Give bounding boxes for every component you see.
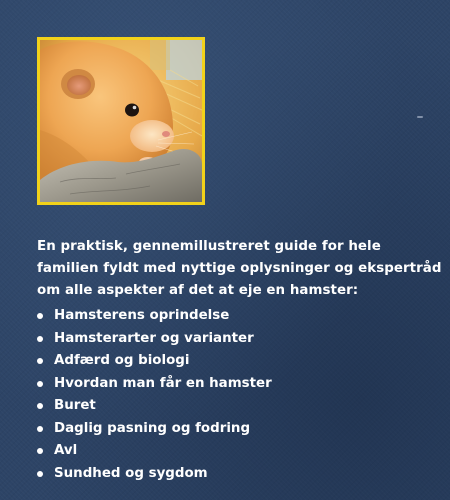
bullet-icon — [37, 403, 43, 409]
bullet-icon — [37, 381, 43, 387]
topic-label: Buret — [54, 398, 96, 413]
topic-label: Hamsterens oprindelse — [54, 308, 230, 323]
topic-label: Sundhed og sygdom — [54, 465, 208, 481]
list-item — [37, 463, 442, 486]
list-item — [37, 373, 442, 396]
hamster-photo-frame — [37, 37, 205, 205]
bullet-icon — [37, 448, 43, 454]
list-item — [37, 440, 442, 463]
topic-list — [37, 305, 442, 485]
print-speck — [417, 116, 423, 118]
bullet-icon — [37, 471, 43, 477]
list-item — [37, 350, 442, 373]
intro-text: En praktisk, gennemillustreret guide for hele familien fyldt med nyttige oplysninger og ekspertråd om alle aspekter af det at eje en hamster: — [37, 239, 442, 298]
topic-label: Hamsterarter og varianter — [54, 330, 254, 346]
topic-label: Adfærd og biologi — [54, 353, 190, 368]
bullet-icon — [37, 426, 43, 432]
bullet-icon — [37, 313, 43, 319]
topic-label: Daglig pasning og fodring — [54, 420, 251, 436]
topic-label: Avl — [54, 443, 78, 458]
list-item — [37, 395, 442, 418]
blurb — [37, 236, 442, 485]
list-item — [37, 328, 442, 351]
topic-label: Hvordan man får en hamster — [54, 375, 272, 391]
hamster-photo — [40, 40, 202, 202]
bullet-icon — [37, 358, 43, 364]
bullet-icon — [37, 336, 43, 342]
list-item — [37, 305, 442, 328]
list-item — [37, 418, 442, 441]
